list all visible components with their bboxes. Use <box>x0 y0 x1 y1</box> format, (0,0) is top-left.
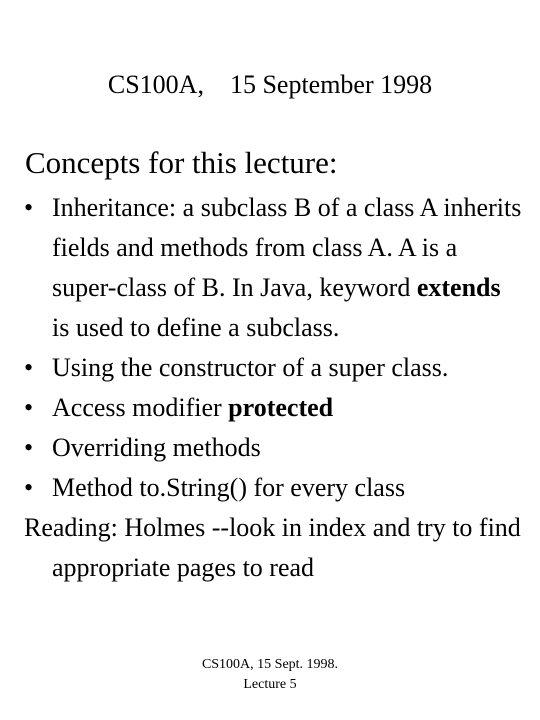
slide-header <box>0 70 540 100</box>
item-keyword: extends <box>416 273 501 302</box>
item-text: Method to.String() for every class <box>52 473 406 502</box>
slide-footer <box>0 655 540 695</box>
bullet-icon: • <box>24 353 34 382</box>
bullet-item-overriding <box>24 428 524 468</box>
date-label: 15 September 1998 <box>229 70 433 99</box>
footer-course-date: CS100A, 15 Sept. 1998. <box>201 657 339 672</box>
item-text: Inheritance: a subclass B of a class A inherits fields and methods from class A. A is a super-class of B. In Java, keyword <box>52 193 522 302</box>
item-text: Access modifier <box>52 393 229 422</box>
bullet-icon: • <box>24 193 34 222</box>
slide-body <box>24 188 524 588</box>
item-text: Using the constructor of a super class. <box>52 353 449 382</box>
bullet-icon: • <box>24 433 34 462</box>
item-text: Overriding methods <box>52 433 261 462</box>
bullet-item-protected <box>24 388 524 428</box>
reading-note: Reading: Holmes --look in index and try to find appropriate pages to read <box>24 513 521 582</box>
bullet-item-tostring <box>24 468 524 508</box>
bullet-item-constructor <box>24 348 524 388</box>
item-text-tail: is used to define a subclass. <box>52 313 340 342</box>
item-keyword: protected <box>228 393 334 422</box>
course-label: CS100A, <box>107 70 204 99</box>
footer-lecture-number: Lecture 5 <box>243 677 297 692</box>
bullet-icon: • <box>24 393 34 422</box>
bullet-icon: • <box>24 473 34 502</box>
bullet-item-inheritance <box>24 188 524 348</box>
slide-title: Concepts for this lecture: <box>25 145 338 180</box>
